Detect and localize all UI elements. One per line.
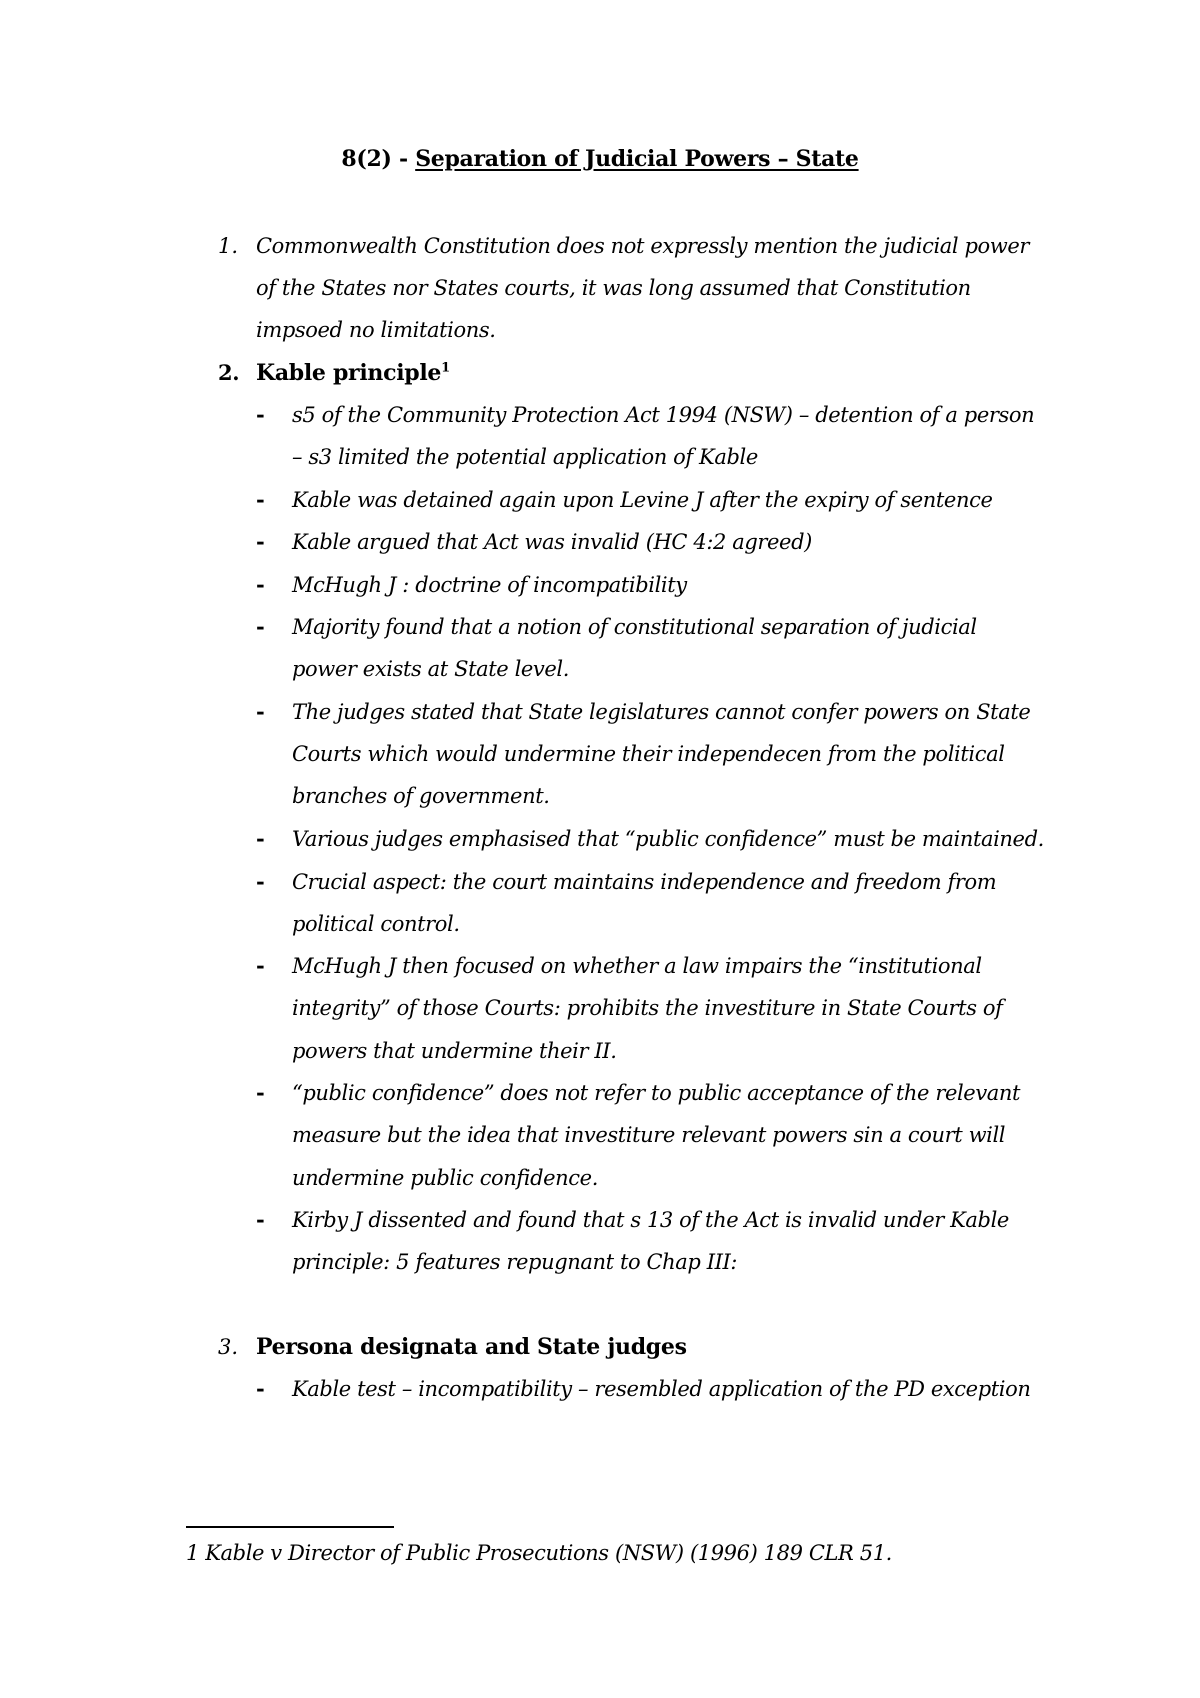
footnote: 1 Kable v Director of Public Prosecutions (NSW) (1996) 189 CLR 51. — [186, 1541, 892, 1565]
point-1-line: impsoed no limitations. — [256, 318, 496, 342]
bullet-line: McHugh J : doctrine of incompatibility — [292, 573, 687, 597]
point-3-heading: Persona designata and State judges — [256, 1334, 687, 1360]
title-underlined: Separation of Judicial Powers – State — [415, 146, 859, 172]
page-title — [0, 146, 1200, 172]
point-2-heading-text: Kable principle — [256, 360, 442, 386]
bullet-line: “public confidence” does not refer to public acceptance of the relevant — [292, 1081, 1021, 1105]
point-1-line: of the States nor States courts, it was long assumed that Constitution — [256, 276, 971, 300]
bullet-line: branches of government. — [292, 784, 550, 808]
bullet-line: power exists at State level. — [292, 657, 570, 681]
bullet-line: s5 of the Community Protection Act 1994 (NSW) – detention of a person — [292, 403, 1035, 427]
bullet-line: principle: 5 features repugnant to Chap III: — [292, 1250, 738, 1274]
bullet-line: Courts which would undermine their independecen from the political — [292, 742, 1005, 766]
bullet-marker: - — [256, 1376, 265, 1401]
bullet-line: Crucial aspect: the court maintains independence and freedom from — [292, 870, 997, 894]
bullet-line: political control. — [292, 912, 460, 936]
point-1-line: Commonwealth Constitution does not expressly mention the judicial power — [256, 234, 1029, 258]
bullet-line: McHugh J then focused on whether a law impairs the “institutional — [292, 954, 982, 978]
footnote-separator — [186, 1526, 394, 1528]
bullet-marker: - — [256, 1080, 265, 1105]
bullet-marker: - — [256, 869, 265, 894]
bullet-marker: - — [256, 826, 265, 851]
bullet-marker: - — [256, 953, 265, 978]
bullet-marker: - — [256, 572, 265, 597]
bullet-marker: - — [256, 699, 265, 724]
bullet-marker: - — [256, 614, 265, 639]
point-1-number: 1. — [218, 234, 239, 258]
bullet-line: powers that undermine their II. — [292, 1039, 617, 1063]
bullet-line: Kable was detained again upon Levine J after the expiry of sentence — [292, 488, 993, 512]
bullet-marker: - — [256, 402, 265, 427]
bullet-line: undermine public confidence. — [292, 1166, 598, 1190]
point-3-number: 3. — [218, 1335, 239, 1359]
bullet-line: measure but the idea that investiture relevant powers sin a court will — [292, 1123, 1006, 1147]
point-2-number: 2. — [218, 360, 240, 385]
bullet-line: Kirby J dissented and found that s 13 of the Act is invalid under Kable — [292, 1208, 1009, 1232]
bullet-marker: - — [256, 487, 265, 512]
bullet-line: – s3 limited the potential application of Kable — [292, 445, 758, 469]
bullet-line: Kable argued that Act was invalid (HC 4:2 agreed) — [292, 530, 812, 554]
bullet-marker: - — [256, 1207, 265, 1232]
bullet-line: integrity” of those Courts: prohibits the investiture in State Courts of — [292, 996, 1003, 1020]
bullet-line: The judges stated that State legislatures cannot confer powers on State — [292, 700, 1031, 724]
bullet-line: Kable test – incompatibility – resembled application of the PD exception — [292, 1377, 1031, 1401]
point-2-heading — [256, 359, 450, 387]
bullet-marker: - — [256, 529, 265, 554]
footnote-reference: 1 — [441, 360, 450, 376]
title-prefix: 8(2) - — [341, 146, 416, 172]
bullet-line: Various judges emphasised that “public confidence” must be maintained. — [292, 827, 1044, 851]
bullet-line: Majority found that a notion of constitutional separation of judicial — [292, 615, 977, 639]
